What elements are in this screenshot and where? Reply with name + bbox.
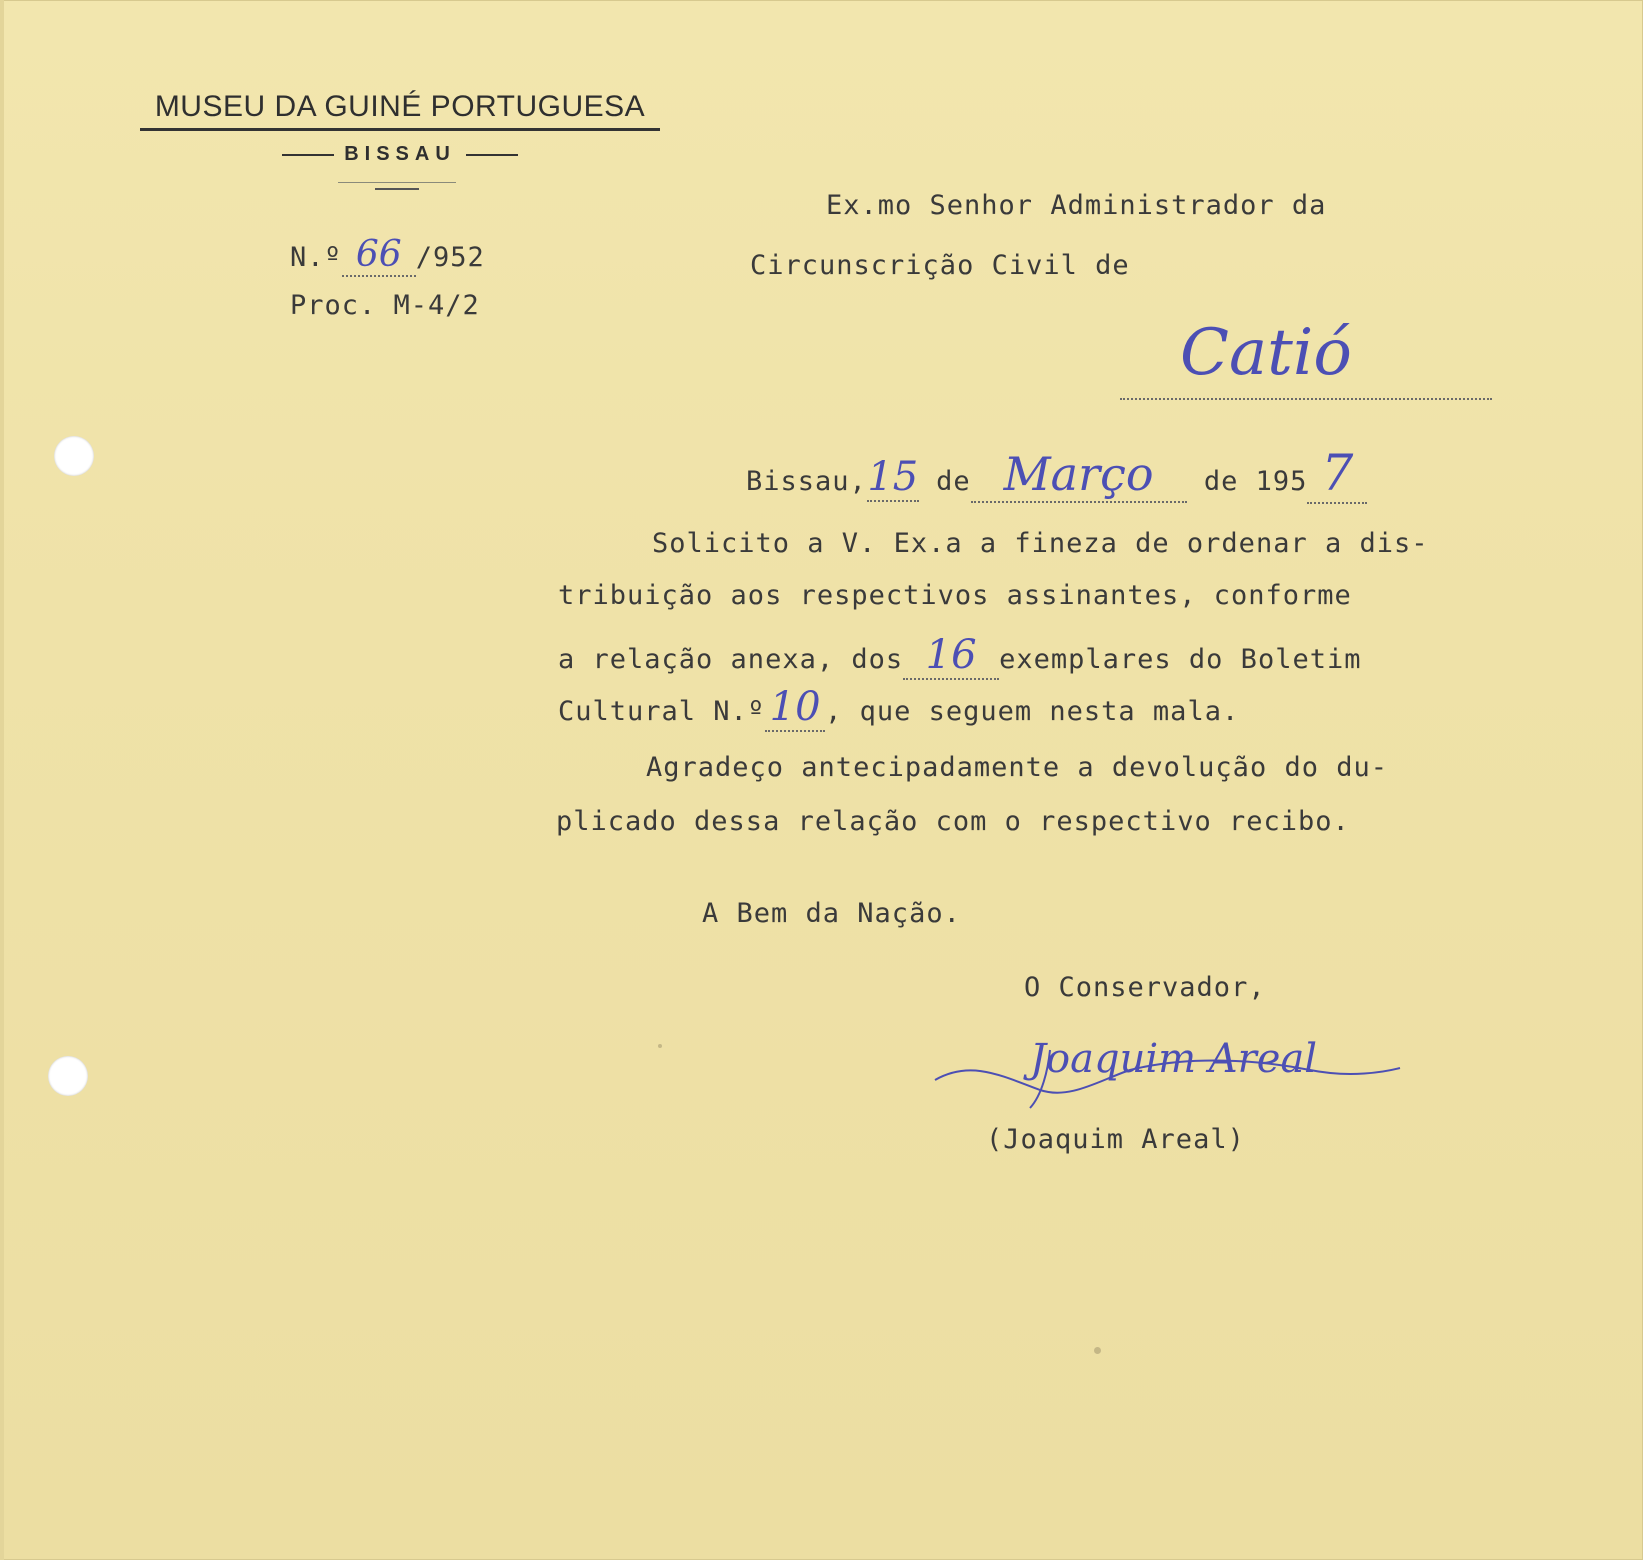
letterhead-divider: [338, 182, 456, 183]
museum-name: MUSEU DA GUINÉ PORTUGUESA: [140, 90, 660, 131]
proc-reference: Proc. M-4/2: [290, 290, 480, 321]
paper-speck: [1094, 1347, 1101, 1354]
body-p1-line1: Solicito a V. Ex.a a fineza de ordenar a dis-: [652, 528, 1429, 559]
letterhead-short-rule: [375, 188, 419, 190]
handwritten-year-digit: 7: [1321, 444, 1354, 502]
signatory-name: (Joaquim Areal): [986, 1124, 1245, 1155]
handwritten-month: Março: [1003, 447, 1154, 501]
handwritten-number: 66: [355, 234, 402, 275]
paper-edge: [0, 0, 4, 1560]
reference-number: [290, 234, 485, 277]
reference-year: /952: [415, 242, 485, 273]
paper-speck: [658, 1044, 662, 1048]
punch-hole-bottom: [48, 1056, 88, 1096]
letterhead: [140, 90, 660, 166]
body-p1-line2: tribuição aos respectivos assinantes, conforme: [558, 580, 1352, 611]
letterhead-city: BISSAU: [140, 143, 660, 166]
addressee-place-line: [1120, 316, 1492, 407]
body-p1-line3: a relação anexa, dos 16 exemplares do Boletim: [558, 632, 1362, 678]
handwritten-copies: 16: [925, 632, 977, 678]
body-p2-line2: plicado dessa relação com o respectivo recibo.: [556, 806, 1350, 837]
body-p1-line4: Cultural N.º 10 , que seguem nesta mala.: [558, 684, 1240, 730]
punch-hole-top: [54, 436, 94, 476]
date-de1: de: [936, 466, 971, 497]
date-de2: de 195: [1203, 466, 1308, 497]
addressee-line1: Ex.mo Senhor Administrador da: [826, 190, 1327, 221]
handwritten-place: Catió: [1180, 316, 1352, 390]
handwritten-day: 15: [867, 454, 919, 500]
handwritten-issue: 10: [769, 684, 821, 730]
signature: Joaquim Areal: [1030, 1036, 1318, 1082]
date-line: [746, 444, 1367, 504]
number-label: N.º: [290, 242, 342, 273]
addressee-line2: Circunscrição Civil de: [750, 250, 1130, 281]
body-p2-line1: Agradeço antecipadamente a devolução do du-: [646, 752, 1388, 783]
date-city: Bissau,: [746, 466, 867, 497]
closing-title: O Conservador,: [1024, 972, 1266, 1003]
closing-salutation: A Bem da Nação.: [702, 898, 961, 929]
